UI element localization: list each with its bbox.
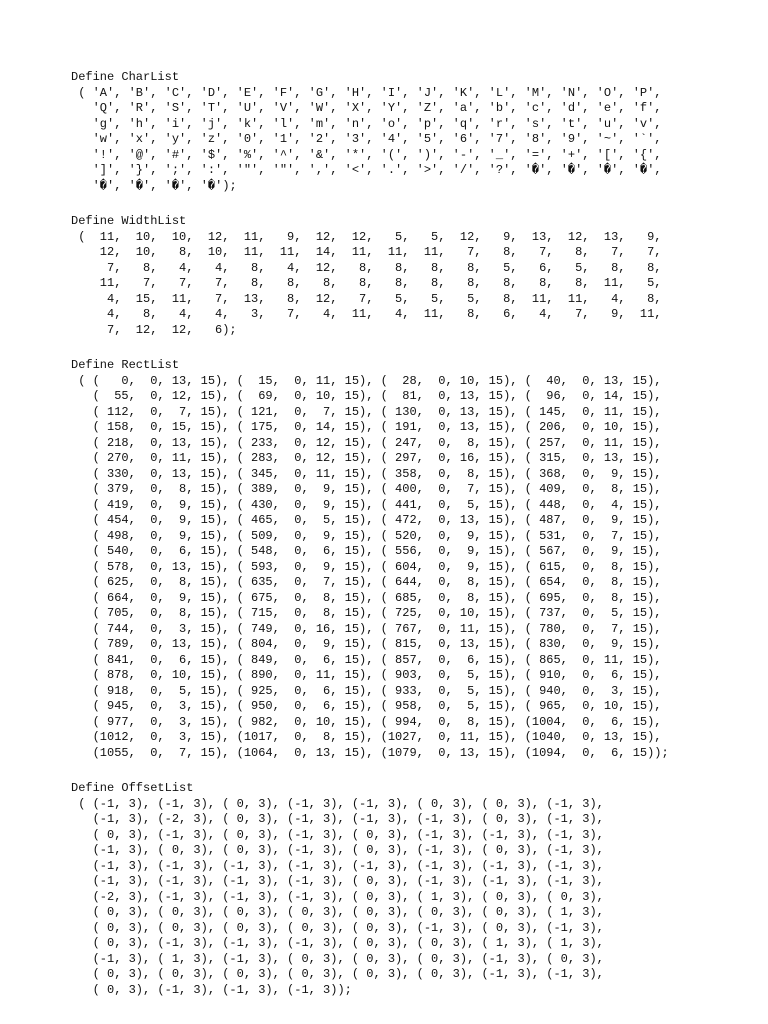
code-line: ( 11, 10, 10, 12, 11, 9, 12, 12, 5, 5, 12, 9, 13, 12, 13, 9, bbox=[71, 229, 662, 244]
code-line: ( 540, 0, 6, 15), ( 548, 0, 6, 15), ( 556, 0, 9, 15), ( 567, 0, 9, 15), bbox=[71, 544, 662, 558]
code-line: (-2, 3), (-1, 3), (-1, 3), (-1, 3), ( 0, 3), ( 1, 3), ( 0, 3), ( 0, 3), bbox=[71, 889, 604, 904]
code-line: ( 'A', 'B', 'C', 'D', 'E', 'F', 'G', 'H', 'I', 'J', 'K', 'L', 'M', 'N', 'O', 'P', bbox=[71, 85, 662, 100]
rectlist-heading: Define RectList bbox=[71, 358, 180, 372]
charlist-heading: Define CharList bbox=[71, 70, 180, 84]
code-line: ( 744, 0, 3, 15), ( 749, 0, 16, 15), ( 767, 0, 11, 15), ( 780, 0, 7, 15), bbox=[71, 621, 662, 636]
code-line: ( 218, 0, 13, 15), ( 233, 0, 12, 15), ( 247, 0, 8, 15), ( 257, 0, 11, 15), bbox=[71, 435, 662, 450]
code-line: 'Q', 'R', 'S', 'T', 'U', 'V', 'W', 'X', 'Y', 'Z', 'a', 'b', 'c', 'd', 'e', 'f', bbox=[71, 101, 662, 115]
offsetlist-heading: Define OffsetList bbox=[71, 781, 194, 795]
code-line: ( 112, 0, 7, 15), ( 121, 0, 7, 15), ( 130, 0, 13, 15), ( 145, 0, 11, 15), bbox=[71, 404, 662, 419]
code-line: ( 878, 0, 10, 15), ( 890, 0, 11, 15), ( 903, 0, 5, 15), ( 910, 0, 6, 15), bbox=[71, 668, 662, 682]
code-line: 7, 8, 4, 4, 8, 4, 12, 8, 8, 8, 8, 5, 6, 5, 8, 8, bbox=[71, 260, 662, 275]
code-line: 'g', 'h', 'i', 'j', 'k', 'l', 'm', 'n', 'o', 'p', 'q', 'r', 's', 't', 'u', 'v', bbox=[71, 116, 662, 131]
code-line: 4, 8, 4, 4, 3, 7, 4, 11, 4, 11, 8, 6, 4, 7, 9, 11, bbox=[71, 307, 662, 321]
code-line: ( 379, 0, 8, 15), ( 389, 0, 9, 15), ( 400, 0, 7, 15), ( 409, 0, 8, 15), bbox=[71, 482, 662, 496]
code-line: '!', '@', '#', '$', '%', '^', '&', '*', '(', ')', '-', '_', '=', '+', '[', '{', bbox=[71, 147, 662, 162]
code-line: ( 270, 0, 11, 15), ( 283, 0, 12, 15), ( 297, 0, 16, 15), ( 315, 0, 13, 15), bbox=[71, 451, 662, 465]
code-line: ( 0, 3), (-1, 3), (-1, 3), (-1, 3)); bbox=[71, 982, 352, 997]
code-line: ( (-1, 3), (-1, 3), ( 0, 3), (-1, 3), (-1, 3), ( 0, 3), ( 0, 3), (-1, 3), bbox=[71, 796, 604, 811]
code-line: ( 625, 0, 8, 15), ( 635, 0, 7, 15), ( 644, 0, 8, 15), ( 654, 0, 8, 15), bbox=[71, 575, 662, 589]
code-line: ( 789, 0, 13, 15), ( 804, 0, 9, 15), ( 815, 0, 13, 15), ( 830, 0, 9, 15), bbox=[71, 637, 662, 651]
code-line: ']', '}', ';', ':', '"', '"', ',', '<', '.', '>', '/', '?', '�', '�', '�', '�', bbox=[71, 163, 662, 177]
code-line: ( 454, 0, 9, 15), ( 465, 0, 5, 15), ( 472, 0, 13, 15), ( 487, 0, 9, 15), bbox=[71, 513, 662, 527]
code-line: '�', '�', '�', '�'); bbox=[71, 178, 237, 193]
code-line: ( 498, 0, 9, 15), ( 509, 0, 9, 15), ( 520, 0, 9, 15), ( 531, 0, 7, 15), bbox=[71, 528, 662, 543]
code-line: ( 841, 0, 6, 15), ( 849, 0, 6, 15), ( 857, 0, 6, 15), ( 865, 0, 11, 15), bbox=[71, 652, 662, 667]
code-line: ( 578, 0, 13, 15), ( 593, 0, 9, 15), ( 604, 0, 9, 15), ( 615, 0, 8, 15), bbox=[71, 559, 662, 574]
code-line: ( 419, 0, 9, 15), ( 430, 0, 9, 15), ( 441, 0, 5, 15), ( 448, 0, 4, 15), bbox=[71, 497, 662, 512]
code-line: ( 0, 3), ( 0, 3), ( 0, 3), ( 0, 3), ( 0, 3), (-1, 3), ( 0, 3), (-1, 3), bbox=[71, 920, 604, 935]
document-page bbox=[71, 70, 761, 1018]
charlist-block bbox=[71, 70, 761, 194]
code-line: (-1, 3), (-1, 3), (-1, 3), (-1, 3), (-1, 3), (-1, 3), (-1, 3), (-1, 3), bbox=[71, 858, 604, 873]
code-line: ( 918, 0, 5, 15), ( 925, 0, 6, 15), ( 933, 0, 5, 15), ( 940, 0, 3, 15), bbox=[71, 683, 662, 698]
code-line: 4, 15, 11, 7, 13, 8, 12, 7, 5, 5, 5, 8, 11, 11, 4, 8, bbox=[71, 291, 662, 306]
code-line: ( 0, 3), (-1, 3), ( 0, 3), (-1, 3), ( 0, 3), (-1, 3), (-1, 3), (-1, 3), bbox=[71, 827, 604, 842]
code-line: (-1, 3), ( 1, 3), (-1, 3), ( 0, 3), ( 0, 3), ( 0, 3), (-1, 3), ( 0, 3), bbox=[71, 951, 604, 966]
code-line: (-1, 3), ( 0, 3), ( 0, 3), (-1, 3), ( 0, 3), (-1, 3), ( 0, 3), (-1, 3), bbox=[71, 843, 604, 857]
code-line: ( 0, 3), ( 0, 3), ( 0, 3), ( 0, 3), ( 0, 3), ( 0, 3), ( 0, 3), ( 1, 3), bbox=[71, 905, 604, 919]
widthlist-block bbox=[71, 214, 761, 338]
code-line: ( 664, 0, 9, 15), ( 675, 0, 8, 15), ( 685, 0, 8, 15), ( 695, 0, 8, 15), bbox=[71, 590, 662, 605]
code-line: 'w', 'x', 'y', 'z', '0', '1', '2', '3', '4', '5', '6', '7', '8', '9', '~', '`', bbox=[71, 132, 662, 146]
code-line: ( 945, 0, 3, 15), ( 950, 0, 6, 15), ( 958, 0, 5, 15), ( 965, 0, 10, 15), bbox=[71, 699, 662, 713]
code-line: (-1, 3), (-2, 3), ( 0, 3), (-1, 3), (-1, 3), (-1, 3), ( 0, 3), (-1, 3), bbox=[71, 812, 604, 826]
rectlist-block bbox=[71, 358, 761, 761]
code-line: ( ( 0, 0, 13, 15), ( 15, 0, 11, 15), ( 28, 0, 10, 15), ( 40, 0, 13, 15), bbox=[71, 373, 662, 388]
code-line: 7, 12, 12, 6); bbox=[71, 322, 237, 337]
code-line: (-1, 3), (-1, 3), (-1, 3), (-1, 3), ( 0, 3), (-1, 3), (-1, 3), (-1, 3), bbox=[71, 874, 604, 888]
code-line: ( 330, 0, 13, 15), ( 345, 0, 11, 15), ( 358, 0, 8, 15), ( 368, 0, 9, 15), bbox=[71, 466, 662, 481]
code-line: ( 0, 3), ( 0, 3), ( 0, 3), ( 0, 3), ( 0, 3), ( 0, 3), (-1, 3), (-1, 3), bbox=[71, 967, 604, 981]
code-line: 11, 7, 7, 7, 8, 8, 8, 8, 8, 8, 8, 8, 8, 8, 11, 5, bbox=[71, 276, 662, 290]
code-line: ( 977, 0, 3, 15), ( 982, 0, 10, 15), ( 994, 0, 8, 15), (1004, 0, 6, 15), bbox=[71, 714, 662, 729]
code-line: ( 158, 0, 15, 15), ( 175, 0, 14, 15), ( 191, 0, 13, 15), ( 206, 0, 10, 15), bbox=[71, 420, 662, 434]
code-line: 12, 10, 8, 10, 11, 11, 14, 11, 11, 11, 7, 8, 7, 8, 7, 7, bbox=[71, 245, 662, 259]
code-line: (1055, 0, 7, 15), (1064, 0, 13, 15), (1079, 0, 13, 15), (1094, 0, 6, 15)); bbox=[71, 745, 669, 760]
widthlist-heading: Define WidthList bbox=[71, 214, 187, 228]
code-line: (1012, 0, 3, 15), (1017, 0, 8, 15), (1027, 0, 11, 15), (1040, 0, 13, 15), bbox=[71, 730, 662, 744]
code-line: ( 705, 0, 8, 15), ( 715, 0, 8, 15), ( 725, 0, 10, 15), ( 737, 0, 5, 15), bbox=[71, 606, 662, 620]
code-line: ( 0, 3), (-1, 3), (-1, 3), (-1, 3), ( 0, 3), ( 0, 3), ( 1, 3), ( 1, 3), bbox=[71, 936, 604, 950]
code-line: ( 55, 0, 12, 15), ( 69, 0, 10, 15), ( 81, 0, 13, 15), ( 96, 0, 14, 15), bbox=[71, 389, 662, 403]
offsetlist-block bbox=[71, 781, 761, 998]
